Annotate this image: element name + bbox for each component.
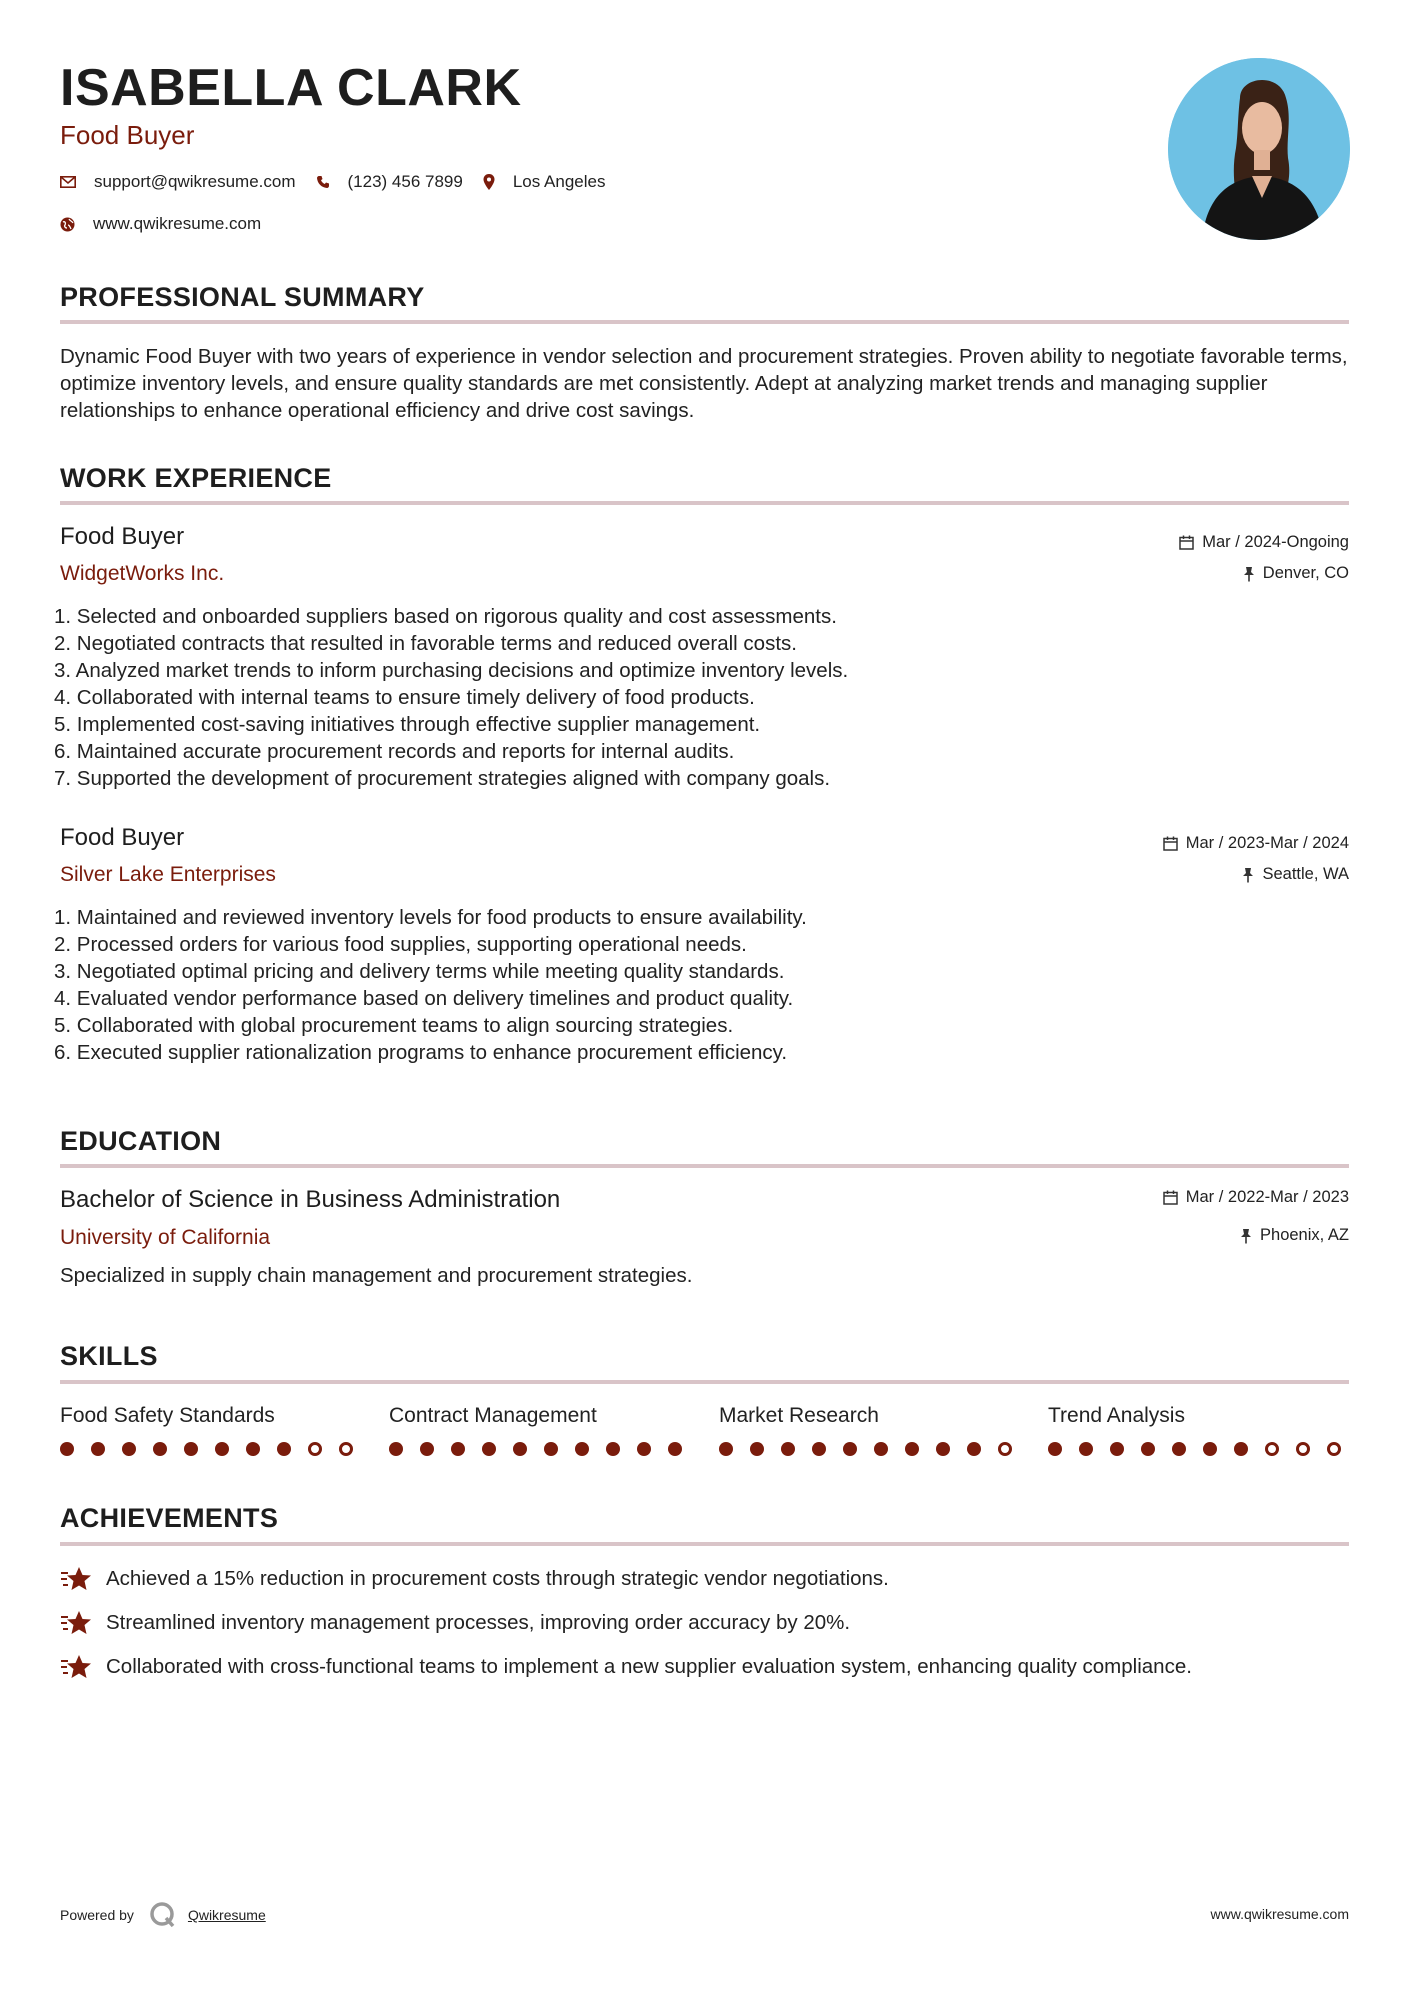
rating-dot-filled	[812, 1442, 826, 1456]
rating-dot-filled	[122, 1442, 136, 1456]
achievement-item	[60, 1610, 1300, 1636]
education-description: Specialized in supply chain management and procurement strategies.	[60, 1264, 693, 1287]
pushpin-icon	[1242, 867, 1254, 883]
calendar-icon	[1163, 836, 1178, 851]
education-dates-text: Mar / 2022-Mar / 2023	[1185, 1188, 1349, 1206]
calendar-icon	[1163, 1190, 1178, 1205]
contact-row-website	[60, 214, 281, 234]
rating-dot-filled	[513, 1442, 527, 1456]
achievement-text: Streamlined inventory management processes, improving order accuracy by 20%.	[106, 1611, 851, 1634]
contact-website[interactable]	[60, 214, 261, 234]
pushpin-icon	[1240, 1228, 1252, 1244]
list-item: 4. Collaborated with internal teams to ensure timely delivery of food products.	[54, 686, 755, 709]
list-item: 3. Negotiated optimal pricing and delivery terms while meeting quality standards.	[54, 960, 785, 983]
rating-dot-filled	[184, 1442, 198, 1456]
skill-item	[719, 1404, 1019, 1428]
job-location-text: Seattle, WA	[1262, 865, 1349, 883]
globe-icon	[60, 217, 75, 232]
rating-dot-filled	[1079, 1442, 1093, 1456]
section-divider	[60, 501, 1349, 505]
section-divider	[60, 1380, 1349, 1384]
list-item: 4. Evaluated vendor performance based on delivery timelines and product quality.	[54, 987, 794, 1010]
rating-dot-filled	[1110, 1442, 1124, 1456]
candidate-title: Food Buyer	[60, 120, 195, 150]
rating-dot-filled	[637, 1442, 651, 1456]
list-item: 2. Processed orders for various food supplies, supporting operational needs.	[54, 933, 747, 956]
contact-phone[interactable]	[316, 172, 463, 192]
achievement-item	[60, 1654, 1300, 1680]
footer-powered-by	[60, 1900, 266, 1930]
skill-label: Contract Management	[389, 1404, 597, 1427]
map-pin-icon	[483, 174, 495, 190]
section-divider	[60, 1164, 1349, 1168]
pushpin-icon	[1243, 566, 1255, 582]
job-company: WidgetWorks Inc.	[60, 562, 225, 585]
avatar	[1168, 58, 1350, 240]
job-title: Food Buyer	[60, 523, 185, 550]
section-heading-skills: SKILLS	[60, 1341, 158, 1371]
envelope-icon	[60, 176, 76, 188]
job-dates	[1179, 533, 1349, 552]
rating-dot-filled	[575, 1442, 589, 1456]
star-icon	[60, 1610, 92, 1636]
rating-dot-filled	[451, 1442, 465, 1456]
rating-dot-filled	[215, 1442, 229, 1456]
profile-photo	[1168, 58, 1350, 240]
rating-dot-filled	[750, 1442, 764, 1456]
list-item: 3. Analyzed market trends to inform purchasing decisions and optimize inventory levels.	[54, 659, 849, 682]
list-item: 6. Executed supplier rationalization programs to enhance procurement efficiency.	[54, 1041, 788, 1064]
skill-rating	[389, 1442, 699, 1456]
rating-dot-filled	[936, 1442, 950, 1456]
list-item: 1. Selected and onboarded suppliers based on rigorous quality and cost assessments.	[54, 605, 837, 628]
skill-label: Food Safety Standards	[60, 1404, 275, 1427]
job-location-text: Denver, CO	[1262, 564, 1349, 582]
section-divider	[60, 1542, 1349, 1546]
email-text: support@qwikresume.com	[94, 172, 296, 191]
star-icon	[60, 1566, 92, 1592]
rating-dot-filled	[1203, 1442, 1217, 1456]
section-heading-achievements: ACHIEVEMENTS	[60, 1503, 279, 1533]
education-dates	[1163, 1188, 1349, 1207]
skill-rating	[719, 1442, 1029, 1456]
phone-text: (123) 456 7899	[347, 172, 463, 191]
contact-location	[483, 172, 606, 192]
job-title: Food Buyer	[60, 824, 185, 851]
skill-item	[1048, 1404, 1348, 1428]
contact-email[interactable]	[60, 172, 296, 192]
phone-icon	[316, 175, 330, 189]
location-text: Los Angeles	[512, 172, 606, 191]
rating-dot-empty	[998, 1442, 1012, 1456]
rating-dot-filled	[905, 1442, 919, 1456]
rating-dot-filled	[1141, 1442, 1155, 1456]
rating-dot-filled	[606, 1442, 620, 1456]
qwikresume-link[interactable]: Qwikresume	[187, 1907, 266, 1923]
rating-dot-filled	[719, 1442, 733, 1456]
job-bullets	[54, 603, 1254, 792]
job-location	[1243, 564, 1349, 583]
calendar-icon	[1179, 535, 1194, 550]
footer-website[interactable]: www.qwikresume.com	[1210, 1906, 1349, 1922]
rating-dot-filled	[482, 1442, 496, 1456]
job-bullets	[54, 904, 1254, 1066]
education-location-text: Phoenix, AZ	[1260, 1226, 1349, 1244]
rating-dot-filled	[544, 1442, 558, 1456]
skill-label: Market Research	[719, 1404, 879, 1427]
list-item: 6. Maintained accurate procurement records and reports for internal audits.	[54, 740, 735, 763]
skill-rating	[1048, 1442, 1358, 1456]
list-item: 1. Maintained and reviewed inventory levels for food products to ensure availability.	[54, 906, 807, 929]
achievement-text: Collaborated with cross-functional teams to implement a new supplier evaluation system, enhancing quality compliance.	[106, 1655, 1192, 1678]
rating-dot-filled	[420, 1442, 434, 1456]
job-location	[1242, 865, 1349, 884]
rating-dot-filled	[874, 1442, 888, 1456]
powered-by-text: Powered by	[60, 1907, 134, 1923]
list-item: 5. Collaborated with global procurement teams to align sourcing strategies.	[54, 1014, 734, 1037]
job-dates-text: Mar / 2023-Mar / 2024	[1185, 834, 1349, 852]
education-location	[1240, 1226, 1349, 1245]
star-icon	[60, 1654, 92, 1680]
rating-dot-filled	[668, 1442, 682, 1456]
degree-title: Bachelor of Science in Business Administration	[60, 1186, 561, 1213]
rating-dot-filled	[1172, 1442, 1186, 1456]
skill-item	[60, 1404, 360, 1428]
list-item: 5. Implemented cost-saving initiatives through effective supplier management.	[54, 713, 761, 736]
rating-dot-empty	[1327, 1442, 1341, 1456]
website-text: www.qwikresume.com	[93, 214, 262, 233]
rating-dot-empty	[339, 1442, 353, 1456]
rating-dot-filled	[843, 1442, 857, 1456]
job-dates-text: Mar / 2024-Ongoing	[1202, 533, 1349, 551]
section-heading-summary: PROFESSIONAL SUMMARY	[60, 282, 425, 312]
rating-dot-filled	[60, 1442, 74, 1456]
skill-item	[389, 1404, 689, 1428]
rating-dot-filled	[277, 1442, 291, 1456]
rating-dot-filled	[967, 1442, 981, 1456]
rating-dot-filled	[91, 1442, 105, 1456]
qwikresume-logo-icon	[148, 1900, 178, 1930]
rating-dot-filled	[246, 1442, 260, 1456]
achievement-item	[60, 1566, 1300, 1592]
achievement-text: Achieved a 15% reduction in procurement costs through strategic vendor negotiations.	[106, 1567, 889, 1590]
rating-dot-empty	[308, 1442, 322, 1456]
rating-dot-empty	[1296, 1442, 1310, 1456]
contact-row	[60, 172, 625, 192]
section-divider	[60, 320, 1349, 324]
rating-dot-empty	[1265, 1442, 1279, 1456]
rating-dot-filled	[1048, 1442, 1062, 1456]
list-item: 2. Negotiated contracts that resulted in favorable terms and reduced overall costs.	[54, 632, 797, 655]
job-dates	[1163, 834, 1349, 853]
school-name: University of California	[60, 1226, 271, 1249]
skill-label: Trend Analysis	[1048, 1404, 1185, 1427]
section-heading-education: EDUCATION	[60, 1126, 222, 1156]
list-item: 7. Supported the development of procurement strategies aligned with company goals.	[54, 767, 831, 790]
job-company: Silver Lake Enterprises	[60, 863, 276, 886]
summary-text: Dynamic Food Buyer with two years of experience in vendor selection and procurement strategies. Proven ability to negotiate favorable terms, optimize inventory levels, and ensure quality standards are met consistently. Adept at analyzing market trends and managing supplier relationships to enhance operational efficiency and drive cost savings.	[60, 345, 1348, 422]
rating-dot-filled	[781, 1442, 795, 1456]
skill-rating	[60, 1442, 370, 1456]
rating-dot-filled	[153, 1442, 167, 1456]
rating-dot-filled	[1234, 1442, 1248, 1456]
candidate-name: ISABELLA CLARK	[60, 59, 522, 117]
rating-dot-filled	[389, 1442, 403, 1456]
section-heading-experience: WORK EXPERIENCE	[60, 463, 332, 493]
